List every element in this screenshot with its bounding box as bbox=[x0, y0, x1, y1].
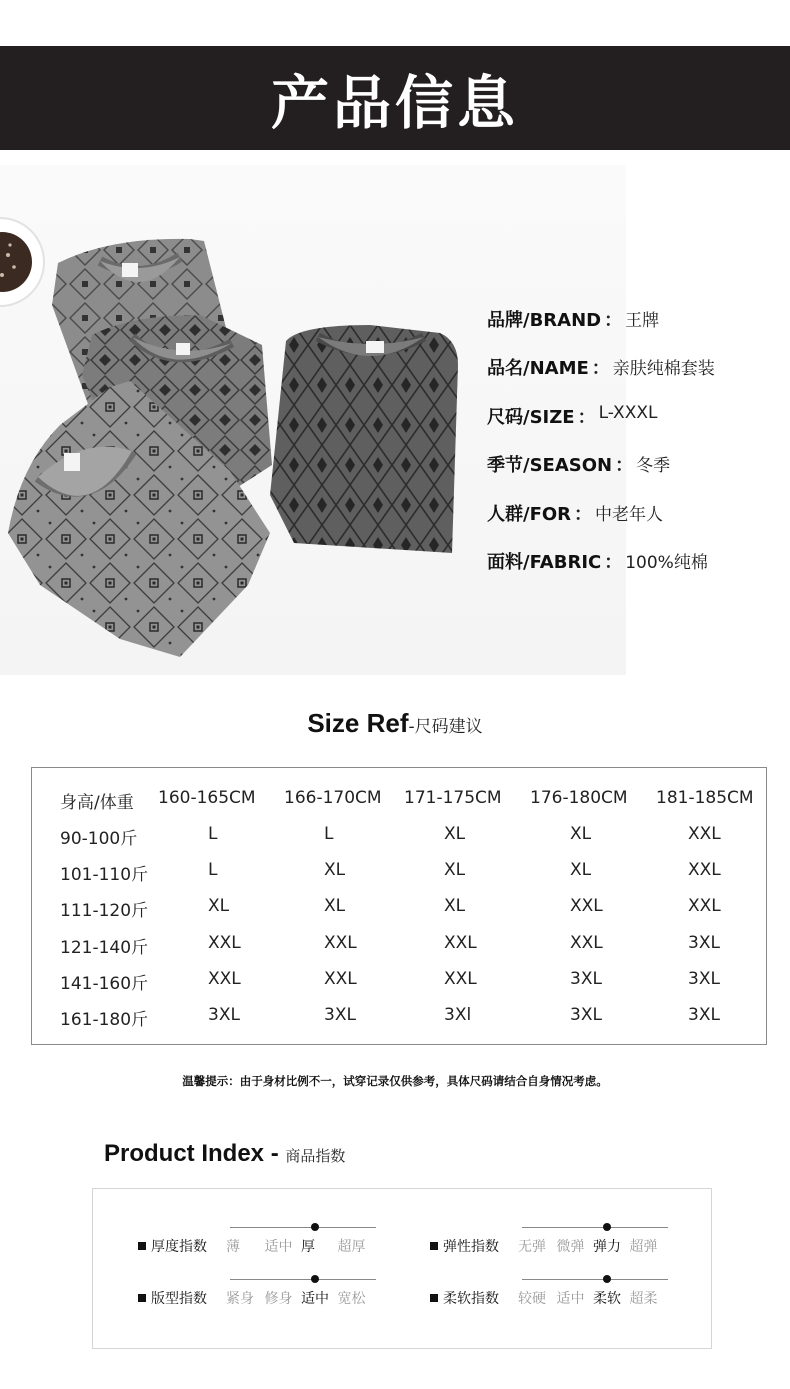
index-label-text: 柔软指数 bbox=[443, 1291, 499, 1307]
table-cell: XXL bbox=[324, 933, 357, 953]
info-label: 面料/FABRIC bbox=[487, 551, 602, 573]
index-label bbox=[430, 1288, 499, 1308]
product-index-box bbox=[92, 1188, 712, 1349]
table-cell: 3XL bbox=[688, 969, 720, 989]
size-table-header bbox=[32, 788, 768, 812]
index-option: 紧身 bbox=[226, 1291, 254, 1307]
index-scale-line bbox=[230, 1279, 376, 1280]
info-separator: ： bbox=[615, 455, 634, 477]
table-cell: 121-140斤 bbox=[60, 938, 149, 958]
table-cell: XXL bbox=[208, 933, 241, 953]
index-option: 适中 bbox=[264, 1239, 293, 1255]
table-cell: XXL bbox=[688, 824, 721, 844]
square-bullet-icon bbox=[138, 1242, 146, 1250]
index-label bbox=[138, 1236, 207, 1256]
table-cell: 141-160斤 bbox=[60, 974, 149, 994]
square-bullet-icon bbox=[138, 1294, 146, 1302]
table-cell: XL bbox=[444, 824, 466, 844]
table-header-cell: 身高/体重 bbox=[60, 793, 134, 813]
table-cell: XXL bbox=[688, 896, 721, 916]
size-tip: 温馨提示：由于身材比例不一，试穿记录仅供参考，具体尺码请结合自身情况考虑。 bbox=[182, 1074, 608, 1088]
index-marker-dot bbox=[311, 1223, 319, 1231]
size-ref-title-en: Size Ref bbox=[307, 708, 409, 738]
table-cell: L bbox=[208, 860, 218, 880]
square-bullet-icon bbox=[430, 1294, 438, 1302]
index-option: 超弹 bbox=[629, 1239, 658, 1255]
table-cell: 90-100斤 bbox=[60, 829, 138, 849]
index-label bbox=[430, 1236, 499, 1256]
info-separator: ： bbox=[591, 358, 610, 380]
table-header-cell: 166-170CM bbox=[284, 788, 382, 808]
size-ref-heading bbox=[0, 708, 790, 739]
table-row bbox=[32, 1005, 768, 1029]
table-cell: 111-120斤 bbox=[60, 901, 149, 921]
index-marker-dot bbox=[311, 1275, 319, 1283]
table-row bbox=[32, 933, 768, 957]
info-value: 亲肤纯棉套装 bbox=[612, 359, 715, 380]
product-index-title-en: Product Index - bbox=[104, 1140, 286, 1167]
info-separator: ： bbox=[577, 406, 596, 428]
table-cell: 3XL bbox=[324, 1005, 356, 1025]
table-header-cell: 176-180CM bbox=[530, 788, 628, 808]
table-cell: 101-110斤 bbox=[60, 865, 149, 885]
table-cell: 3XL bbox=[208, 1005, 240, 1025]
page-title: 产品信息 bbox=[270, 69, 519, 137]
size-ref-title-zh: -尺码建议 bbox=[408, 717, 483, 737]
square-bullet-icon bbox=[430, 1242, 438, 1250]
index-option: 柔软 bbox=[593, 1291, 621, 1307]
index-marker-dot bbox=[603, 1275, 611, 1283]
info-value: 中老年人 bbox=[595, 504, 664, 525]
table-cell: XL bbox=[444, 860, 466, 880]
info-row bbox=[487, 354, 787, 402]
info-separator: ： bbox=[604, 310, 623, 331]
product-info-list bbox=[487, 306, 787, 596]
product-index-heading bbox=[104, 1140, 345, 1168]
index-option: 修身 bbox=[264, 1291, 293, 1307]
size-table bbox=[31, 767, 767, 1045]
info-label: 品名/NAME bbox=[487, 358, 589, 380]
index-option: 较硬 bbox=[518, 1291, 546, 1307]
index-scale-line bbox=[522, 1227, 668, 1228]
table-row bbox=[32, 896, 768, 920]
info-label: 人群/FOR bbox=[487, 503, 572, 525]
table-cell: XXL bbox=[570, 933, 603, 953]
table-header-cell: 181-185CM bbox=[656, 788, 754, 808]
index-option: 厚 bbox=[301, 1239, 315, 1255]
info-value: 冬季 bbox=[636, 456, 671, 477]
index-label-text: 版型指数 bbox=[151, 1291, 207, 1307]
index-option: 适中 bbox=[556, 1291, 585, 1307]
product-index-title-zh: 商品指数 bbox=[285, 1147, 346, 1165]
info-separator: ： bbox=[574, 503, 593, 525]
table-cell: XXL bbox=[444, 969, 477, 989]
index-option: 弹力 bbox=[593, 1239, 621, 1255]
info-value: 王牌 bbox=[625, 311, 660, 331]
table-cell: 3XL bbox=[688, 1005, 720, 1025]
info-row bbox=[487, 451, 787, 499]
info-label: 品牌/BRAND bbox=[487, 310, 602, 331]
index-option: 适中 bbox=[301, 1291, 329, 1307]
table-header-cell: 160-165CM bbox=[158, 788, 256, 808]
info-row bbox=[487, 306, 787, 354]
table-cell: 3XL bbox=[688, 933, 720, 953]
table-cell: XXL bbox=[208, 969, 241, 989]
info-row bbox=[487, 403, 787, 451]
header-bar bbox=[0, 46, 790, 150]
table-cell: 161-180斤 bbox=[60, 1010, 149, 1030]
table-cell: XXL bbox=[324, 969, 357, 989]
table-row bbox=[32, 860, 768, 884]
info-value: L-XXXL bbox=[598, 402, 658, 423]
index-item bbox=[138, 1227, 398, 1267]
table-row bbox=[32, 824, 768, 848]
table-row bbox=[32, 969, 768, 993]
table-cell: L bbox=[324, 824, 334, 844]
index-item bbox=[138, 1279, 398, 1319]
table-cell: XL bbox=[570, 824, 592, 844]
info-label: 季节/SEASON bbox=[487, 455, 613, 477]
info-row bbox=[487, 500, 787, 548]
table-cell: XL bbox=[208, 896, 230, 916]
table-cell: 3XL bbox=[570, 1005, 602, 1025]
index-option: 薄 bbox=[226, 1239, 240, 1255]
info-value: 100%纯棉 bbox=[625, 552, 708, 573]
table-cell: XL bbox=[324, 896, 346, 916]
table-cell: 3XL bbox=[570, 969, 602, 989]
index-option: 超柔 bbox=[629, 1291, 658, 1307]
info-separator: ： bbox=[604, 551, 623, 573]
index-scale-line bbox=[230, 1227, 376, 1228]
table-header-cell: 171-175CM bbox=[404, 788, 502, 808]
info-row bbox=[487, 548, 787, 596]
index-item bbox=[430, 1279, 690, 1319]
table-cell: XXL bbox=[570, 896, 603, 916]
table-cell: XXL bbox=[444, 933, 477, 953]
table-cell: XL bbox=[444, 896, 466, 916]
index-marker-dot bbox=[603, 1223, 611, 1231]
index-scale-line bbox=[522, 1279, 668, 1280]
index-option: 超厚 bbox=[337, 1239, 366, 1255]
index-label-text: 厚度指数 bbox=[151, 1239, 207, 1255]
table-cell: L bbox=[208, 824, 218, 844]
index-label bbox=[138, 1288, 207, 1308]
index-label-text: 弹性指数 bbox=[443, 1239, 499, 1255]
index-option: 微弹 bbox=[556, 1239, 585, 1255]
index-option: 宽松 bbox=[337, 1291, 366, 1307]
index-option: 无弹 bbox=[518, 1239, 546, 1255]
table-cell: 3Xl bbox=[444, 1005, 472, 1025]
table-cell: XXL bbox=[688, 860, 721, 880]
index-item bbox=[430, 1227, 690, 1267]
table-cell: XL bbox=[324, 860, 346, 880]
info-label: 尺码/SIZE bbox=[487, 406, 575, 428]
table-cell: XL bbox=[570, 860, 592, 880]
